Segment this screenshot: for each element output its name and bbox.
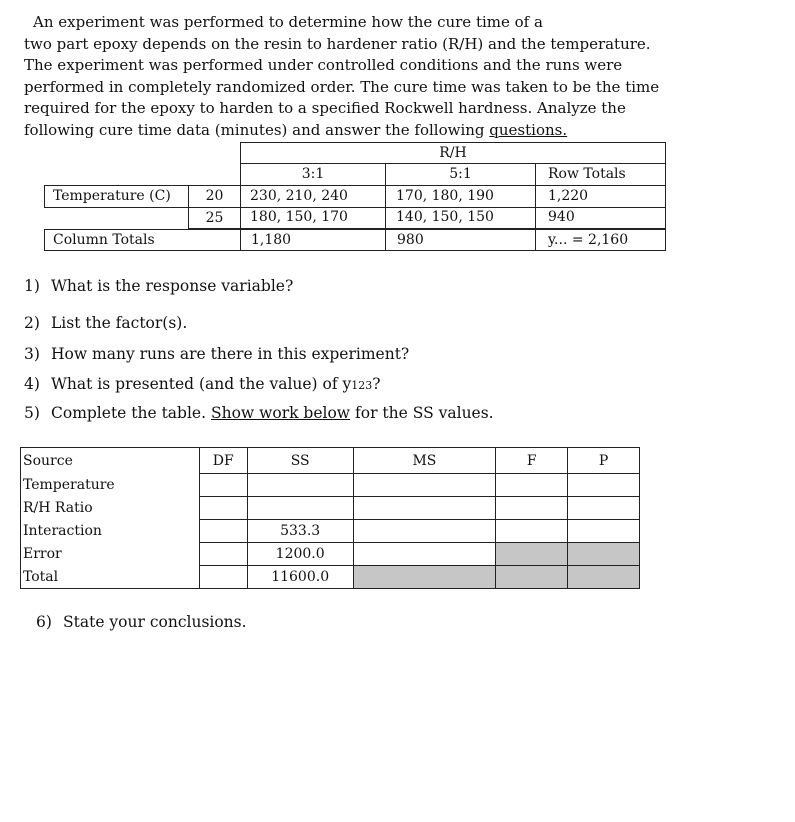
- col2-header: 5:1: [449, 166, 472, 182]
- temperature-label: Temperature (C): [44, 185, 189, 208]
- f-input[interactable]: [496, 520, 568, 543]
- question-underlined: Show work below: [210, 404, 351, 422]
- question-3: [24, 345, 409, 363]
- p-shaded-cell: [568, 543, 640, 566]
- col1-total: 1,180: [240, 229, 386, 251]
- ms-input[interactable]: [353, 497, 496, 520]
- source-label: Total: [21, 566, 200, 589]
- rh-header: R/H: [439, 145, 467, 161]
- intro-paragraph: [24, 12, 704, 141]
- intro-line: required for the epoxy to harden to a specified Rockwell hardness. Analyze the: [24, 99, 626, 117]
- header-p: P: [568, 448, 640, 474]
- df-input[interactable]: [199, 497, 247, 520]
- ss-value: 533.3: [247, 520, 353, 543]
- source-label: Error: [21, 543, 200, 566]
- question-1: [24, 277, 293, 295]
- anova-row-error: [21, 543, 640, 566]
- anova-row-rh-ratio: [21, 497, 640, 520]
- question-text-end: for the SS values.: [350, 404, 494, 422]
- ss-value: 11600.0: [247, 566, 353, 589]
- question-text: Complete the table.: [51, 404, 211, 422]
- source-label: Interaction: [21, 520, 200, 543]
- question-number: 1): [24, 277, 40, 295]
- cure-time-data-table: [44, 142, 666, 251]
- y-subscript: 123: [351, 379, 373, 392]
- ss-input[interactable]: [247, 474, 353, 497]
- temperature-level: 20: [188, 185, 241, 208]
- temperature-level: 25: [188, 207, 241, 229]
- cell-value: 180, 150, 170: [250, 209, 348, 225]
- f-shaded-cell: [496, 566, 568, 589]
- cell-value: 170, 180, 190: [396, 188, 494, 204]
- ms-input[interactable]: [353, 543, 496, 566]
- header-f: F: [496, 448, 568, 474]
- intro-underlined-word: questions.: [489, 120, 568, 139]
- question-5: [24, 404, 494, 422]
- question-text: What is the response variable?: [51, 277, 294, 295]
- p-input[interactable]: [568, 474, 640, 497]
- p-shaded-cell: [568, 566, 640, 589]
- header-df: DF: [199, 448, 247, 474]
- anova-row-temperature: [21, 474, 640, 497]
- df-input[interactable]: [199, 543, 247, 566]
- ms-input[interactable]: [353, 474, 496, 497]
- rh-header-cell: [240, 142, 666, 164]
- question-number: 2): [24, 314, 40, 332]
- question-text: What is presented (and the value) of: [51, 375, 343, 393]
- ms-input[interactable]: [353, 520, 496, 543]
- anova-row-total: [21, 566, 640, 589]
- row-total: 1,220: [548, 188, 589, 204]
- intro-line: performed in completely randomized order. The cure time was taken to be the time: [24, 77, 660, 96]
- question-text: State your conclusions.: [63, 613, 247, 631]
- intro-line: two part epoxy depends on the resin to hardener ratio (R/H) and the temperature.: [24, 34, 651, 53]
- f-input[interactable]: [496, 497, 568, 520]
- question-text: How many runs are there in this experiment?: [51, 345, 410, 363]
- row-total: 940: [548, 209, 575, 225]
- p-input[interactable]: [568, 497, 640, 520]
- question-number: 4): [24, 375, 40, 393]
- question-2: [24, 314, 187, 332]
- ss-input[interactable]: [247, 497, 353, 520]
- column-totals-label: [44, 229, 241, 251]
- anova-table: [20, 447, 640, 589]
- intro-line-text: following cure time data (minutes) and answer the following: [24, 120, 490, 139]
- f-input[interactable]: [496, 474, 568, 497]
- cell-value: 230, 210, 240: [250, 188, 348, 204]
- f-shaded-cell: [496, 543, 568, 566]
- df-input[interactable]: [199, 474, 247, 497]
- source-label: R/H Ratio: [21, 497, 200, 520]
- ss-value: 1200.0: [247, 543, 353, 566]
- question-text: List the factor(s).: [51, 314, 188, 332]
- header-ss: SS: [247, 448, 353, 474]
- question-number: 5): [24, 404, 40, 422]
- anova-row-interaction: [21, 520, 640, 543]
- y-symbol: y: [342, 375, 352, 393]
- question-text-end: ?: [372, 375, 381, 393]
- question-4: [24, 375, 381, 393]
- question-6: [36, 613, 247, 631]
- header-ms: MS: [353, 448, 496, 474]
- intro-line: [24, 120, 704, 142]
- grand-total: y... = 2,160: [535, 229, 666, 251]
- p-input[interactable]: [568, 520, 640, 543]
- question-number: 3): [24, 345, 40, 363]
- intro-line: The experiment was performed under controlled conditions and the runs were: [24, 56, 623, 74]
- column-totals-text: Column Totals: [53, 232, 155, 248]
- question-number: 6): [36, 613, 52, 631]
- row-totals-header: Row Totals: [548, 166, 626, 182]
- anova-header-row: [21, 448, 640, 474]
- header-source: Source: [21, 448, 200, 474]
- col1-header: 3:1: [301, 166, 325, 182]
- col2-total: 980: [385, 229, 536, 251]
- cell-value: 140, 150, 150: [396, 209, 494, 225]
- ms-shaded-cell: [353, 566, 496, 589]
- intro-line: An experiment was performed to determine how the cure time of a: [33, 13, 543, 31]
- df-input[interactable]: [199, 566, 247, 589]
- source-label: Temperature: [21, 474, 200, 497]
- df-input[interactable]: [199, 520, 247, 543]
